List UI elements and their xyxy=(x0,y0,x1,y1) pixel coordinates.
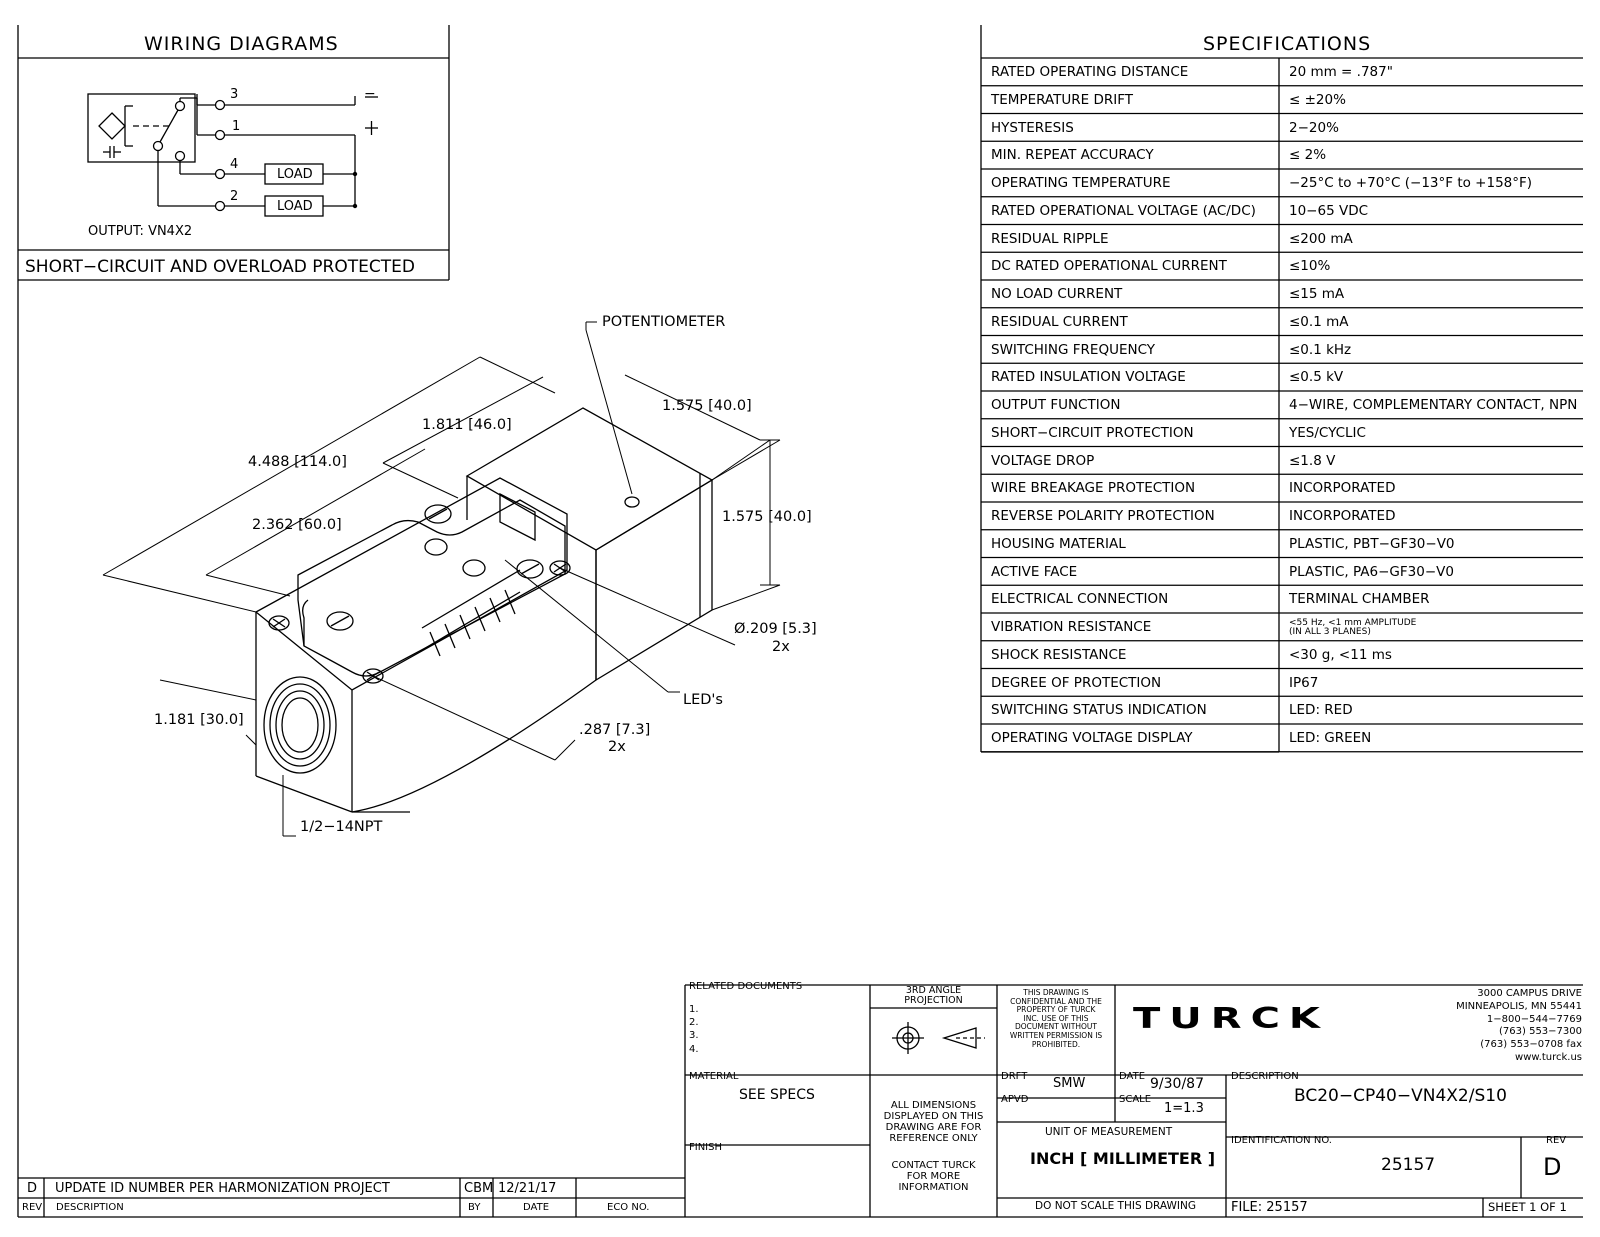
scale-value: 1=1.3 xyxy=(1164,1101,1204,1116)
related-item-3: 3. xyxy=(689,1030,699,1041)
spec-label: HOUSING MATERIAL xyxy=(991,535,1126,552)
spec-label: SWITCHING FREQUENCY xyxy=(991,341,1156,358)
spec-label: OPERATING TEMPERATURE xyxy=(991,175,1171,191)
spec-value: 4−WIRE, COMPLEMENTARY CONTACT, NPN xyxy=(1289,397,1578,413)
projection-label: 3RD ANGLE PROJECTION xyxy=(904,985,963,1006)
spec-label: SWITCHING STATUS INDICATION xyxy=(991,702,1207,719)
contact-note: CONTACT TURCK FOR MORE INFORMATION xyxy=(891,1160,976,1193)
unit-value: INCH [ MILLIMETER ] xyxy=(1030,1149,1216,1168)
spec-label: DC RATED OPERATIONAL CURRENT xyxy=(991,258,1227,275)
polarity-plus xyxy=(364,120,376,134)
eco-header: ECO NO. xyxy=(607,1202,650,1213)
polarity-minus: − xyxy=(364,86,376,102)
protection-note: SHORT−CIRCUIT AND OVERLOAD PROTECTED xyxy=(25,257,415,277)
related-item-4: 4. xyxy=(689,1044,699,1055)
dim-1811: 1.811 [46.0] xyxy=(422,417,512,433)
spec-value: <30 g, <11 ms xyxy=(1289,646,1392,663)
date-header: DATE xyxy=(523,1202,550,1213)
rev-value: D xyxy=(1543,1153,1562,1181)
spec-value: TERMINAL CHAMBER xyxy=(1289,591,1430,608)
rev-label: REV xyxy=(1546,1135,1567,1146)
material-value: SEE SPECS xyxy=(739,1087,815,1103)
dim-287-qty: 2x xyxy=(608,739,626,755)
confidential-note: THIS DRAWING IS CONFIDENTIAL AND THE PROPERTY OF TURCK INC. USE OF THIS DOCUMENT WITHOUT WRITTEN PERMISSION IS PROHIBITED. xyxy=(1009,988,1103,1049)
spec-label: HYSTERESIS xyxy=(991,119,1074,136)
sheet-label: SHEET 1 OF 1 xyxy=(1488,1200,1567,1214)
spec-label: SHORT−CIRCUIT PROTECTION xyxy=(991,424,1194,441)
spec-value: 2−20% xyxy=(1289,119,1339,136)
spec-value: IP67 xyxy=(1289,674,1319,691)
spec-value: 20 mm = .787" xyxy=(1289,64,1393,80)
dim-1181: 1.181 [30.0] xyxy=(154,712,244,728)
wiring-diagrams-title: WIRING DIAGRAMS xyxy=(144,33,339,55)
spec-value: YES/CYCLIC xyxy=(1289,424,1366,441)
related-item-2: 2. xyxy=(689,1017,699,1028)
spec-label: SHOCK RESISTANCE xyxy=(991,646,1127,663)
spec-label: RESIDUAL CURRENT xyxy=(991,313,1128,330)
related-documents-label: RELATED DOCUMENTS xyxy=(689,981,803,992)
apvd-label: APVD xyxy=(1001,1094,1029,1105)
npt-label: 1/2−14NPT xyxy=(300,819,383,835)
spec-label: ELECTRICAL CONNECTION xyxy=(991,591,1169,608)
spec-label: RATED OPERATIONAL VOLTAGE (AC/DC) xyxy=(991,202,1256,219)
spec-label: RATED OPERATING DISTANCE xyxy=(991,64,1189,80)
spec-value: ≤10% xyxy=(1289,258,1331,275)
revision-rev: D xyxy=(27,1181,38,1196)
revision-date: 12/21/17 xyxy=(498,1181,557,1196)
company-address: 3000 CAMPUS DRIVE MINNEAPOLIS, MN 55441 1−800−544−7769 (763) 553−7300 (763) 553−0708 fax www.turck.us xyxy=(1456,988,1582,1063)
spec-value: ≤0.1 kHz xyxy=(1289,341,1352,358)
spec-label: NO LOAD CURRENT xyxy=(991,286,1123,302)
revision-description: UPDATE ID NUMBER PER HARMONIZATION PROJECT xyxy=(55,1181,390,1196)
description-header: DESCRIPTION xyxy=(56,1202,124,1213)
dim-overall-length: 4.488 [114.0] xyxy=(248,454,347,470)
leds-label: LED's xyxy=(683,692,723,708)
terminal-4-label: 4 xyxy=(230,157,239,172)
description-value: BC20−CP40−VN4X2/S10 xyxy=(1294,1086,1507,1106)
spec-label: RESIDUAL RIPPLE xyxy=(991,230,1109,247)
spec-label: REVERSE POLARITY PROTECTION xyxy=(991,508,1215,524)
terminal-3-label: 3 xyxy=(230,87,239,102)
spec-value: −25°C to +70°C (−13°F to +158°F) xyxy=(1289,175,1533,191)
dim-width: 1.575 [40.0] xyxy=(662,398,752,414)
spec-value: ≤0.1 mA xyxy=(1289,313,1349,330)
by-header: BY xyxy=(468,1202,481,1213)
spec-value: PLASTIC, PA6−GF30−V0 xyxy=(1289,563,1454,580)
spec-label: VIBRATION RESISTANCE xyxy=(991,619,1152,635)
spec-value: ≤15 mA xyxy=(1289,286,1345,302)
terminal-1-label: 1 xyxy=(232,119,241,134)
identification-value: 25157 xyxy=(1381,1155,1436,1175)
date-value: 9/30/87 xyxy=(1150,1076,1204,1092)
specifications-title: SPECIFICATIONS xyxy=(1203,33,1372,55)
identification-label: IDENTIFICATION NO. xyxy=(1231,1135,1332,1146)
file-label: FILE: 25157 xyxy=(1231,1200,1308,1215)
spec-value: ≤200 mA xyxy=(1289,230,1353,247)
no-scale-note: DO NOT SCALE THIS DRAWING xyxy=(1035,1200,1197,1212)
spec-value: 10−65 VDC xyxy=(1289,202,1369,219)
material-label: MATERIAL xyxy=(689,1071,739,1082)
turck-logo: TURCK xyxy=(1133,1001,1329,1035)
potentiometer-label: POTENTIOMETER xyxy=(602,314,726,330)
rev-header: REV xyxy=(22,1202,43,1213)
spec-label: TEMPERATURE DRIFT xyxy=(991,91,1133,108)
spec-label: OPERATING VOLTAGE DISPLAY xyxy=(991,730,1193,746)
spec-value: INCORPORATED xyxy=(1289,480,1396,497)
scale-label: SCALE xyxy=(1119,1094,1152,1105)
spec-value: INCORPORATED xyxy=(1289,508,1396,524)
related-item-1: 1. xyxy=(689,1004,699,1015)
spec-label: RATED INSULATION VOLTAGE xyxy=(991,369,1186,386)
spec-label: ACTIVE FACE xyxy=(991,563,1078,580)
load-box-1: LOAD xyxy=(277,167,313,182)
dim-height: 1.575 [40.0] xyxy=(722,509,812,525)
drft-value: SMW xyxy=(1053,1076,1086,1091)
finish-label: FINISH xyxy=(689,1142,722,1153)
spec-value: ≤ 2% xyxy=(1289,147,1327,164)
spec-value: ≤1.8 V xyxy=(1289,452,1336,469)
date-label: DATE xyxy=(1119,1071,1146,1082)
spec-label: VOLTAGE DROP xyxy=(991,452,1095,469)
output-label: OUTPUT: VN4X2 xyxy=(88,224,193,239)
dim-hole-qty: 2x xyxy=(772,639,790,655)
description-label: DESCRIPTION xyxy=(1231,1071,1299,1082)
spec-label: MIN. REPEAT ACCURACY xyxy=(991,147,1154,164)
spec-value: ≤ ±20% xyxy=(1289,91,1346,108)
dim-hole-diameter: Ø.209 [5.3] xyxy=(734,621,817,637)
unit-label: UNIT OF MEASUREMENT xyxy=(1045,1126,1173,1138)
spec-label: OUTPUT FUNCTION xyxy=(991,397,1121,413)
dim-287: .287 [7.3] xyxy=(579,722,651,738)
dimensions-note: ALL DIMENSIONS DISPLAYED ON THIS DRAWING ARE FOR REFERENCE ONLY xyxy=(883,1100,984,1144)
spec-value: LED: RED xyxy=(1289,702,1353,719)
drft-label: DRFT xyxy=(1001,1071,1028,1082)
load-box-2: LOAD xyxy=(277,199,313,214)
spec-label: WIRE BREAKAGE PROTECTION xyxy=(991,480,1196,497)
spec-label: DEGREE OF PROTECTION xyxy=(991,674,1162,691)
spec-value: LED: GREEN xyxy=(1289,730,1372,746)
revision-by: CBM xyxy=(464,1181,494,1196)
spec-value: <55 Hz, <1 mm AMPLITUDE (IN ALL 3 PLANES) xyxy=(1289,618,1417,637)
dim-2362: 2.362 [60.0] xyxy=(252,517,342,533)
terminal-2-label: 2 xyxy=(230,189,239,204)
spec-value: ≤0.5 kV xyxy=(1289,369,1344,386)
spec-value: PLASTIC, PBT−GF30−V0 xyxy=(1289,535,1455,552)
